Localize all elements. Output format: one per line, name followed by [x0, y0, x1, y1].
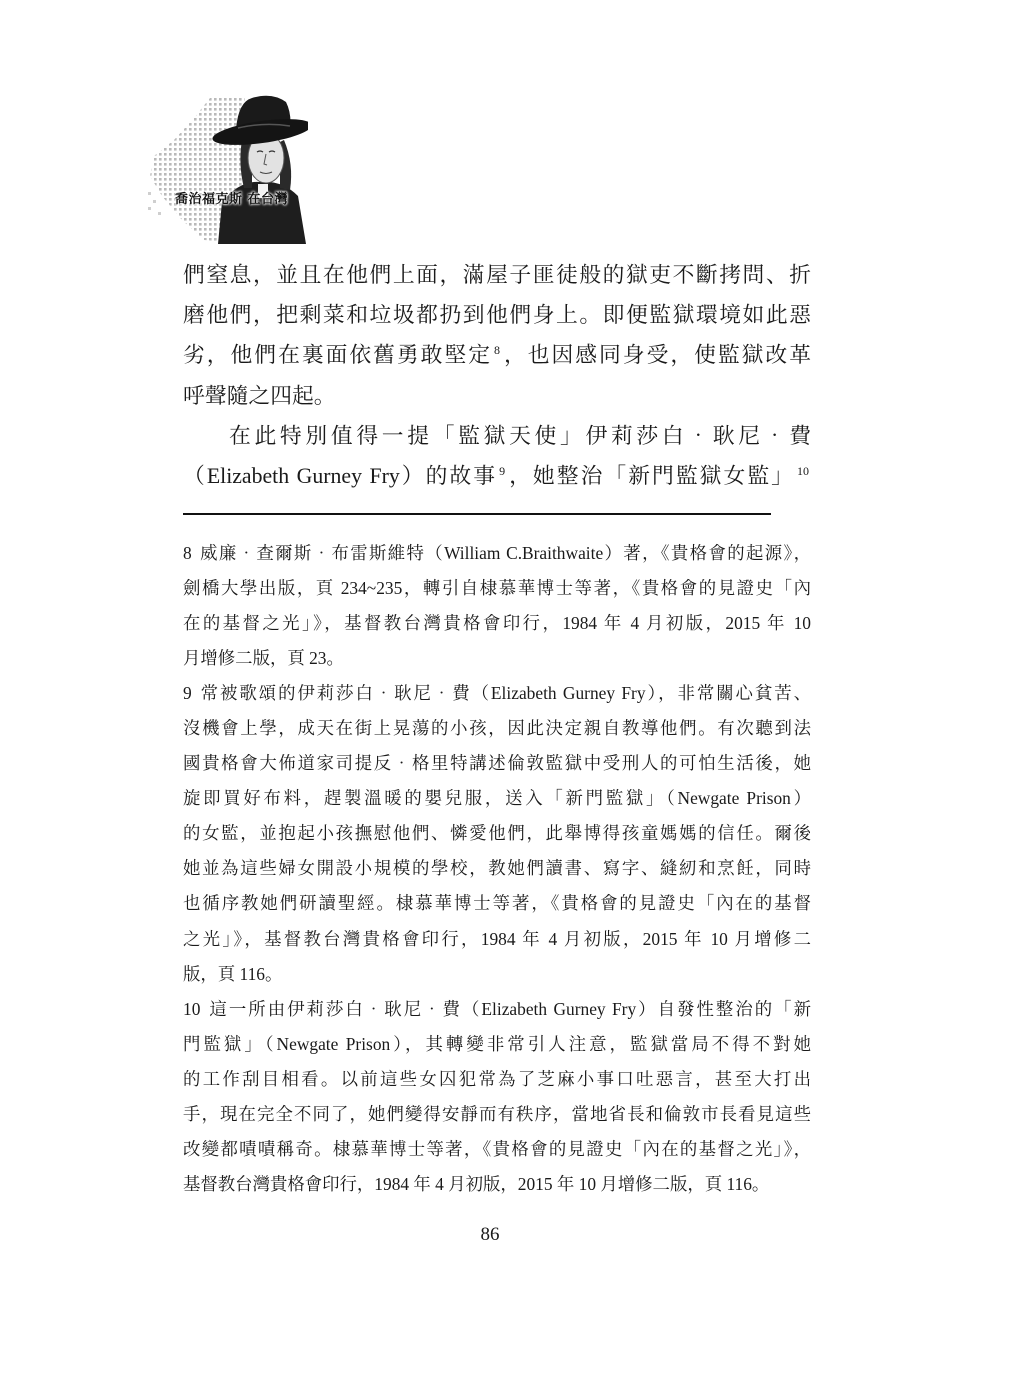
text-line [183, 335, 811, 375]
footnote-reference-10: 10 [796, 463, 809, 478]
text-line: 呼聲隨之四起。 [183, 383, 336, 408]
main-text [183, 255, 811, 496]
footnote-separator [183, 513, 771, 515]
footnote-line: 手，現在完全不同了，她們變得安靜而有秩序，當地省長和倫敦市長看見這些 [183, 1104, 811, 1124]
footnote-line: 旋即買好布料，趕製溫暖的嬰兒服，送入「新門監獄」（Newgate Prison） [183, 788, 811, 809]
footnote-reference-9: 9 [499, 463, 506, 478]
footnote-8 [183, 536, 811, 676]
footnote-line: 也循序教她們研讀聖經。棣慕華博士等著，《貴格會的見證史「內在的基督 [183, 893, 811, 914]
footnote-line [183, 536, 811, 571]
text-segment: 劣，他們在裏面依舊勇敢堅定 [183, 343, 492, 368]
footnote-number: 10 [183, 998, 201, 1019]
footnote-line: 基督教台灣貴格會印行，1984 年 4 月初版，2015 年 10 月增修二版，頁 116。 [183, 1174, 770, 1195]
footnote-10 [183, 992, 811, 1203]
footnote-text: 常被歌頌的伊莉莎白‧耿尼‧費（Elizabeth Gurney Fry），非常關心貧苦、 [198, 682, 811, 703]
footnote-line: 門監獄」（Newgate Prison），其轉變非常引人注意，監獄當局不得不對她 [183, 1033, 811, 1054]
george-fox-portrait-icon [148, 92, 308, 244]
footnote-line: 改變都嘖嘖稱奇。棣慕華博士等著，《貴格會的見證史「內在的基督之光」》， [183, 1139, 811, 1160]
text-segment: ，也因感同身受，使監獄改革 [502, 343, 811, 368]
text-segment: （Elizabeth Gurney Fry）的故事 [183, 463, 498, 488]
footnote-text: 威廉‧查爾斯‧布雷斯維特（William C.Braithwaite）著，《貴格會的起源》， [198, 542, 811, 563]
text-line: 在此特別值得一提「監獄天使」伊莉莎白‧耿尼‧費 [229, 423, 811, 448]
footnote-line: 沒機會上學，成天在街上晃蕩的小孩，因此決定親自教導他們。有次聽到法 [183, 717, 811, 738]
footnote-line: 國貴格會大佈道家司提反‧格里特講述倫敦監獄中受刑人的可怕生活後，她 [183, 753, 811, 774]
text-segment: ，她整治「新門監獄女監」 [507, 463, 795, 488]
page-number: 86 [480, 1224, 500, 1245]
footnote-number: 8 [183, 542, 192, 563]
footnote-line: 她並為這些婦女開設小規模的學校，教她們讀書、寫字、縫紉和烹飪，同時 [183, 858, 811, 879]
footnote-line: 在的基督之光」》，基督教台灣貴格會印行，1984 年 4 月初版，2015 年 10 [183, 612, 811, 633]
footnote-line: 的女監，並抱起小孩撫慰他們、憐愛他們，此舉博得孩童媽媽的信任。爾後 [183, 823, 811, 844]
footnote-line: 月增修二版，頁 23。 [183, 647, 344, 668]
footnote-line: 劍橋大學出版，頁 234~235，轉引自棣慕華博士等著，《貴格會的見證史「內 [183, 577, 811, 598]
footnote-9 [183, 676, 811, 992]
logo-title: 喬治福克斯 在台灣 [175, 192, 289, 207]
text-line: 們窒息，並且在他們上面，滿屋子匪徒般的獄吏不斷拷問、折 [183, 263, 811, 287]
footnote-reference-8: 8 [494, 343, 500, 358]
footnote-number: 9 [183, 682, 192, 703]
text-line: 磨他們，把剩菜和垃圾都扔到他們身上。即便監獄環境如此惡 [183, 303, 811, 328]
footnote-line [183, 992, 811, 1027]
footnote-text: 這一所由伊莉莎白‧耿尼‧費（Elizabeth Gurney Fry）自發性整治的「新 [207, 998, 811, 1019]
text-line [183, 456, 811, 496]
footnote-line: 的工作刮目相看。以前這些女囚犯常為了芝麻小事口吐惡言，甚至大打出 [183, 1068, 811, 1089]
paragraph-1 [183, 255, 811, 416]
footnote-line: 之光」》，基督教台灣貴格會印行，1984 年 4 月初版，2015 年 10 月增修二 [183, 928, 811, 949]
footnotes [183, 536, 811, 1203]
footnote-line: 版，頁 116。 [183, 963, 283, 984]
paragraph-2 [183, 416, 811, 496]
footnote-line [183, 676, 811, 711]
